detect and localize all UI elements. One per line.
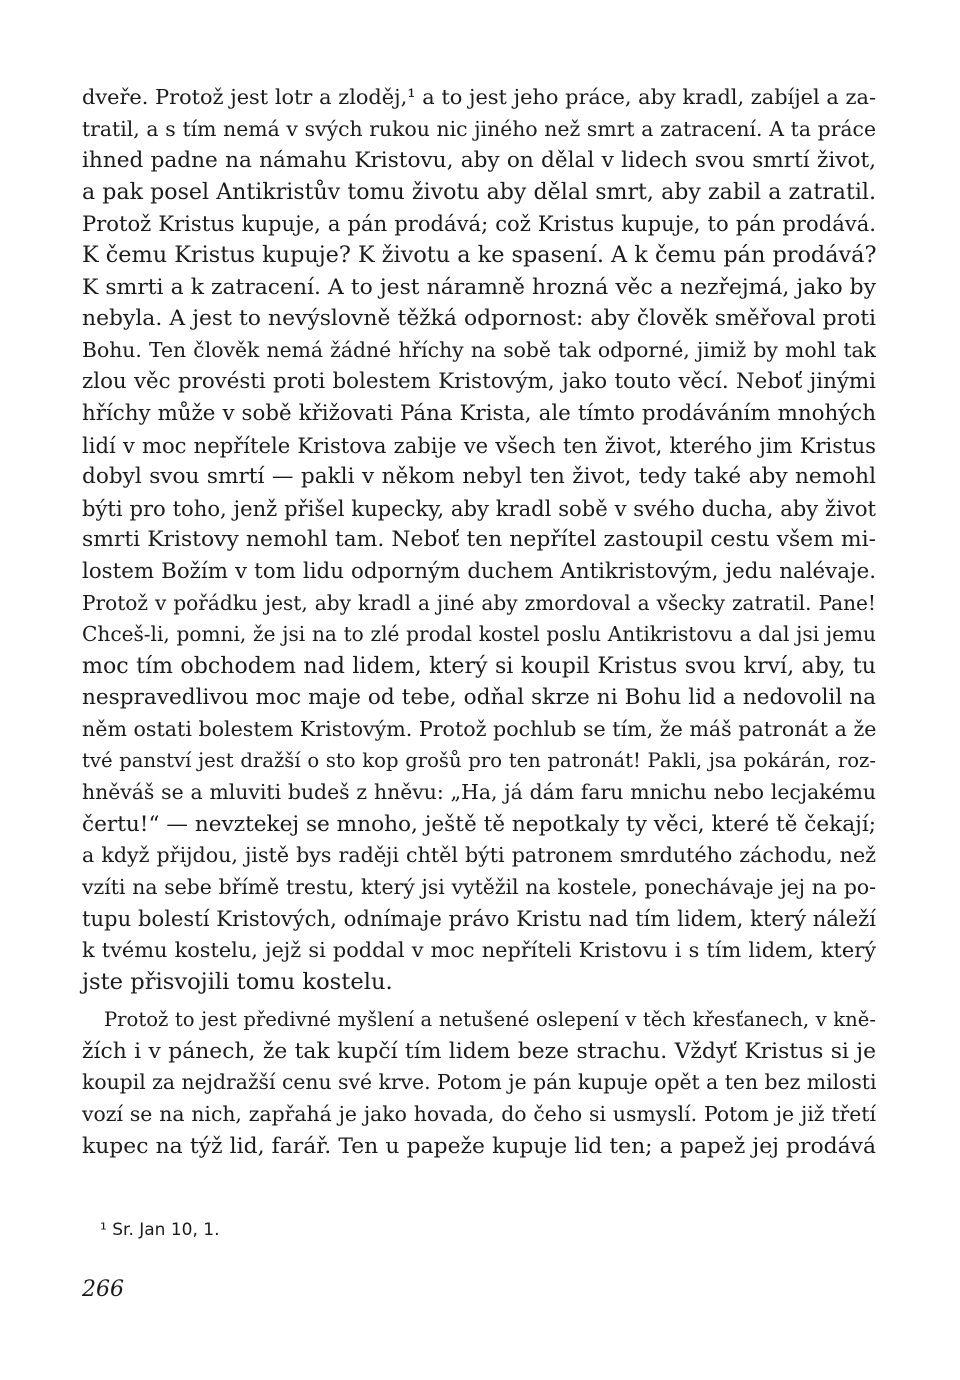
text-line: k tvému kostelu, jejž si poddal v moc nepříteli Kristovu i s tím lidem, který (82, 938, 876, 963)
text-line: ihned padne na námahu Kristovu, aby on dělal v lidech svou smrtí život, (82, 148, 876, 174)
text-line: smrti Kristovy nemohl tam. Neboť ten nepřítel zastoupil cestu všem mi- (82, 527, 876, 553)
text-line: jste přisvojili tomu kostelu. (82, 968, 393, 995)
text-line: zlou věc provésti proti bolestem Kristovým, jako touto věcí. Neboť jinými (82, 369, 876, 395)
text-line: dveře. Protož jest lotr a zloděj,¹ a to jest jeho práce, aby kradl, zabíjel a za- (82, 85, 876, 109)
page-number: 266 (82, 1277, 124, 1302)
text-line: koupil za nejdražší cenu své krve. Potom je pán kupuje opět a ten bez milosti (82, 1070, 877, 1095)
text-line: nebyla. A jest to nevýslovně těžká odpornost: aby člověk směřoval proti (82, 306, 876, 332)
text-line: hněváš se a mluviti budeš z hněvu: „Ha, já dám faru mnichu nebo lecjakému (82, 780, 876, 805)
text-line: hříchy může v sobě křižovati Pána Krista, ale tímto prodáváním mnohých (82, 400, 876, 426)
text-line: žích i v pánech, že tak kupčí tím lidem beze strachu. Vždyť Kristus si je (82, 1038, 876, 1064)
text-line: nespravedlivou moc maje od tebe, odňal skrze ni Bohu lid a nedovolil na (82, 685, 876, 711)
text-line: býti pro toho, jenž přišel kupecky, aby kradl sobě v svého ducha, aby život (82, 495, 876, 521)
text-line: Protož to jest předivné myšlení a netušené oslepení v těch křesťanech, v kně- (104, 1008, 876, 1032)
text-line: vozí se na nich, zapřahá je jako hovada, do čeho si usmyslí. Potom je již třetí (82, 1102, 876, 1126)
text-line: Protož v pořádku jest, aby kradl a jiné aby zmordoval a všecky zatratil. Pane! (82, 590, 876, 615)
text-line: něm ostati bolestem Kristovým. Protož pochlub se tím, že máš patronát a že (82, 716, 877, 741)
text-line: lostem Božím v tom lidu odporným duchem Antikristovým, jedu nalévaje. (82, 558, 876, 584)
text-line: lidí v moc nepřítele Kristova zabije ve všech ten život, kterého jim Kristus (82, 432, 876, 458)
text-line: moc tím obchodem nad lidem, který si koupil Kristus svou krví, aby, tu (82, 652, 876, 679)
text-line: tupu bolestí Kristových, odnímaje právo Kristu nad tím lidem, který náleží (82, 906, 876, 932)
footnote: ¹ Sr. Jan 10, 1. (100, 1220, 220, 1240)
text-line: čertu!“ — nevztekej se mnoho, ještě tě nepotkaly ty věci, které tě čekají; (82, 811, 877, 837)
text-line: K smrti a k zatracení. A to jest náramně hrozná věc a nezřejmá, jako by (82, 274, 876, 300)
text-line: Bohu. Ten člověk nemá žádné hříchy na sobě tak odporné, jimiž by mohl tak (82, 337, 876, 362)
text-line: tratil, a s tím nemá v svých rukou nic jiného než smrt a zatracení. A ta práce (82, 116, 876, 141)
text-line: tvé panství jest dražší o sto kop grošů pro ten patronát! Pakli, jsa pokárán, roz- (82, 749, 876, 773)
text-line: vzíti na sebe břímě trestu, který jsi vytěžil na kostele, ponechávaje jej na po- (82, 874, 876, 899)
body-text (82, 82, 876, 1162)
paragraph-1 (82, 82, 876, 998)
text-line: Protož Kristus kupuje, a pán prodává; což Kristus kupuje, to pán prodává. (82, 211, 876, 237)
paragraph-2 (82, 1004, 876, 1162)
text-line: Chceš-li, pomni, že jsi na to zlé prodal kostel poslu Antikristovu a dal jsi jemu (82, 622, 876, 647)
text-line: K čemu Kristus kupuje? K životu a ke spasení. A k čemu pán prodává? (82, 241, 877, 268)
text-line: dobyl svou smrtí — pakli v někom nebyl ten život, tedy také aby nemohl (82, 464, 876, 490)
text-line: kupec na týž lid, farář. Ten u papeže kupuje lid ten; a papež jej prodává (82, 1133, 876, 1159)
text-line: a když přijdou, jistě bys raději chtěl býti patronem smrdutého záchodu, než (82, 843, 876, 868)
text-line: a pak posel Antikristův tomu životu aby dělal smrt, aby zabil a zatratil. (82, 178, 876, 205)
